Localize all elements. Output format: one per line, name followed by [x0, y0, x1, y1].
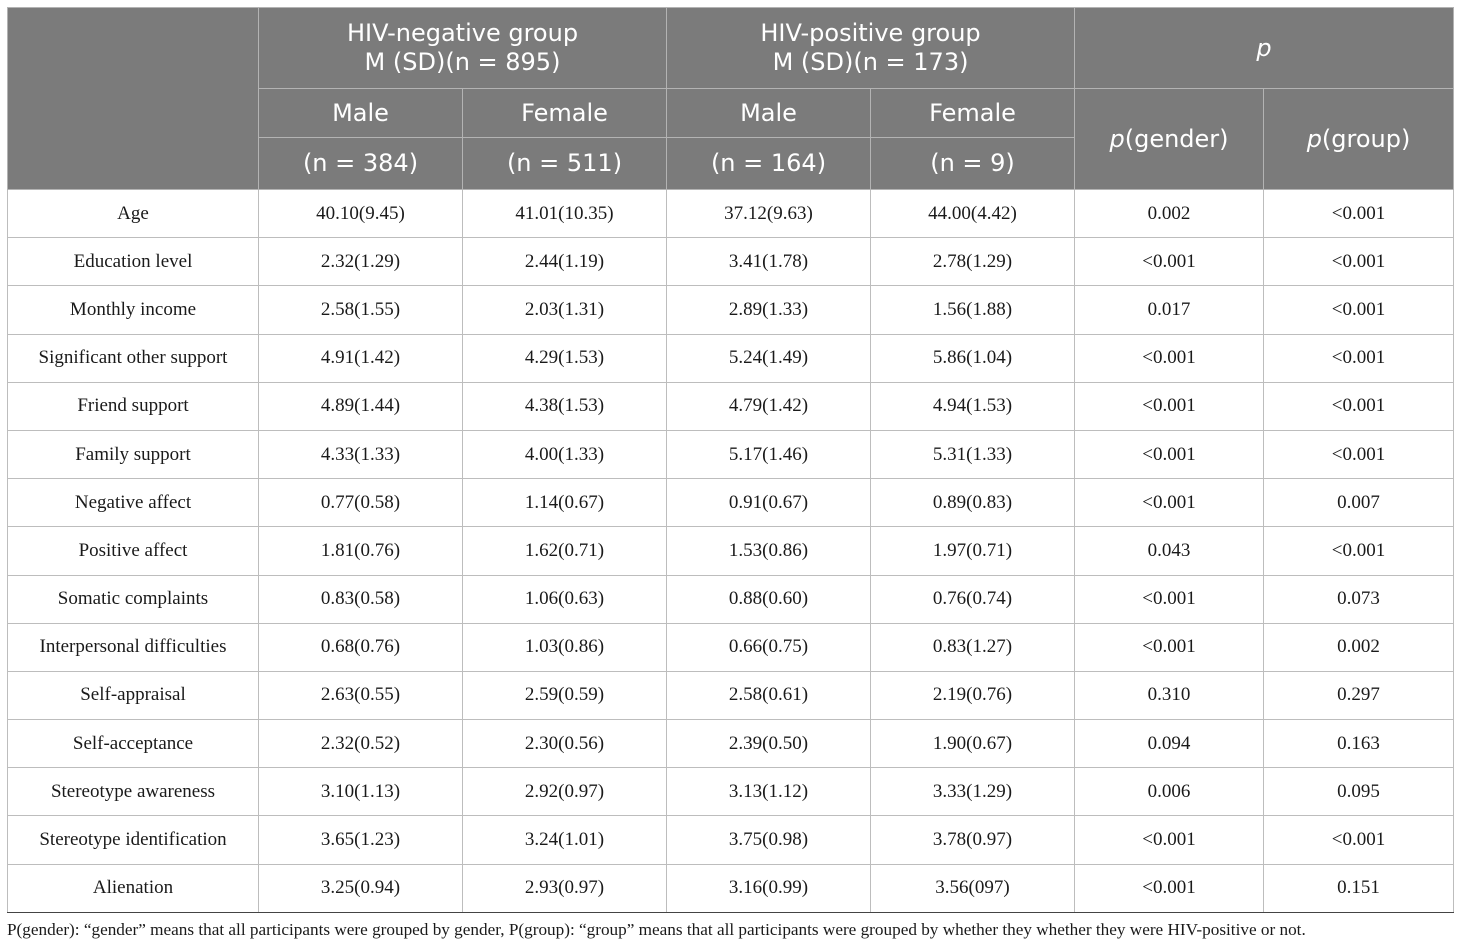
cell-neg-female: 1.62(0.71): [463, 527, 667, 575]
cell-pos-male: 2.39(0.50): [667, 720, 871, 768]
hiv-positive-subtitle: M (SD)(n = 173): [772, 48, 969, 76]
cell-p-group: 0.151: [1264, 864, 1454, 912]
cell-pos-female: 0.76(0.74): [871, 575, 1075, 623]
cell-p-group: <0.001: [1264, 527, 1454, 575]
cell-p-gender: <0.001: [1075, 816, 1264, 864]
cell-pos-male: 5.17(1.46): [667, 430, 871, 478]
cell-neg-female: 4.29(1.53): [463, 334, 667, 382]
cell-p-group: 0.007: [1264, 479, 1454, 527]
cell-p-group: <0.001: [1264, 238, 1454, 286]
table-row: [8, 334, 1454, 382]
table-row: [8, 623, 1454, 671]
header-corner-cell: [8, 8, 259, 190]
table-row: [8, 286, 1454, 334]
row-label-cell: Interpersonal difficulties: [8, 623, 259, 671]
table-row: [8, 479, 1454, 527]
cell-p-gender: <0.001: [1075, 382, 1264, 430]
cell-pos-female: 5.86(1.04): [871, 334, 1075, 382]
row-label-cell: Education level: [8, 238, 259, 286]
header-pos-female: Female: [871, 89, 1075, 138]
table-row: [8, 671, 1454, 719]
header-neg-male: Male: [259, 89, 463, 138]
cell-pos-male: 0.91(0.67): [667, 479, 871, 527]
row-label-cell: Significant other support: [8, 334, 259, 382]
cell-p-gender: 0.002: [1075, 190, 1264, 238]
cell-neg-female: 2.30(0.56): [463, 720, 667, 768]
cell-pos-female: 0.89(0.83): [871, 479, 1075, 527]
cell-neg-female: 4.00(1.33): [463, 430, 667, 478]
cell-p-group: 0.297: [1264, 671, 1454, 719]
data-table: [7, 7, 1454, 913]
cell-pos-female: 3.33(1.29): [871, 768, 1075, 816]
row-label-cell: Positive affect: [8, 527, 259, 575]
header-p-values: [1075, 8, 1454, 89]
cell-neg-male: 1.81(0.76): [259, 527, 463, 575]
cell-pos-female: 3.78(0.97): [871, 816, 1075, 864]
cell-neg-female: 2.59(0.59): [463, 671, 667, 719]
cell-neg-female: 2.03(1.31): [463, 286, 667, 334]
cell-pos-male: 4.79(1.42): [667, 382, 871, 430]
cell-neg-male: 2.32(1.29): [259, 238, 463, 286]
header-hiv-negative-group: [259, 8, 667, 89]
cell-p-group: 0.002: [1264, 623, 1454, 671]
cell-p-group: 0.095: [1264, 768, 1454, 816]
p-group-italic: p: [1306, 124, 1322, 153]
cell-pos-male: 5.24(1.49): [667, 334, 871, 382]
cell-p-gender: <0.001: [1075, 623, 1264, 671]
cell-neg-female: 2.93(0.97): [463, 864, 667, 912]
hiv-negative-title: HIV-negative group: [346, 19, 579, 47]
cell-neg-male: 0.77(0.58): [259, 479, 463, 527]
cell-p-gender: <0.001: [1075, 575, 1264, 623]
cell-neg-male: 3.25(0.94): [259, 864, 463, 912]
cell-pos-female: 5.31(1.33): [871, 430, 1075, 478]
cell-pos-female: 4.94(1.53): [871, 382, 1075, 430]
row-label-cell: Monthly income: [8, 286, 259, 334]
cell-neg-male: 3.10(1.13): [259, 768, 463, 816]
hiv-negative-subtitle: M (SD)(n = 895): [364, 48, 561, 76]
row-label-cell: Somatic complaints: [8, 575, 259, 623]
cell-p-group: <0.001: [1264, 190, 1454, 238]
cell-neg-male: 4.33(1.33): [259, 430, 463, 478]
cell-neg-male: 4.91(1.42): [259, 334, 463, 382]
table-body: [8, 190, 1454, 913]
cell-p-group: <0.001: [1264, 382, 1454, 430]
cell-pos-female: 1.97(0.71): [871, 527, 1075, 575]
row-label-cell: Age: [8, 190, 259, 238]
cell-pos-female: 44.00(4.42): [871, 190, 1075, 238]
cell-pos-male: 2.58(0.61): [667, 671, 871, 719]
table-row: [8, 575, 1454, 623]
cell-neg-male: 3.65(1.23): [259, 816, 463, 864]
table-header: [8, 8, 1454, 190]
cell-p-gender: <0.001: [1075, 479, 1264, 527]
cell-p-gender: 0.043: [1075, 527, 1264, 575]
cell-p-group: 0.073: [1264, 575, 1454, 623]
hiv-positive-title: HIV-positive group: [760, 19, 981, 47]
cell-p-gender: <0.001: [1075, 334, 1264, 382]
cell-neg-male: 0.68(0.76): [259, 623, 463, 671]
header-pos-male: Male: [667, 89, 871, 138]
cell-neg-male: 2.32(0.52): [259, 720, 463, 768]
cell-p-group: <0.001: [1264, 816, 1454, 864]
cell-p-gender: <0.001: [1075, 864, 1264, 912]
cell-pos-male: 3.16(0.99): [667, 864, 871, 912]
p-group-label: (group): [1321, 124, 1411, 153]
cell-neg-male: 2.63(0.55): [259, 671, 463, 719]
table-row: [8, 238, 1454, 286]
cell-neg-male: 40.10(9.45): [259, 190, 463, 238]
cell-neg-female: 2.92(0.97): [463, 768, 667, 816]
table-row: [8, 190, 1454, 238]
table-row: [8, 430, 1454, 478]
table-row: [8, 527, 1454, 575]
cell-pos-female: 2.78(1.29): [871, 238, 1075, 286]
row-label-cell: Negative affect: [8, 479, 259, 527]
cell-p-gender: 0.017: [1075, 286, 1264, 334]
cell-pos-female: 1.90(0.67): [871, 720, 1075, 768]
cell-p-gender: <0.001: [1075, 238, 1264, 286]
header-neg-female: Female: [463, 89, 667, 138]
row-label-cell: Stereotype identification: [8, 816, 259, 864]
cell-pos-male: 2.89(1.33): [667, 286, 871, 334]
cell-p-gender: <0.001: [1075, 430, 1264, 478]
header-p-gender: [1075, 89, 1264, 190]
p-title: p: [1256, 33, 1272, 62]
cell-pos-female: 1.56(1.88): [871, 286, 1075, 334]
data-table-container: [7, 7, 1453, 913]
cell-p-group: <0.001: [1264, 334, 1454, 382]
row-label-cell: Alienation: [8, 864, 259, 912]
table-row: [8, 382, 1454, 430]
header-neg-male-n: (n = 384): [259, 138, 463, 190]
cell-neg-female: 1.14(0.67): [463, 479, 667, 527]
cell-pos-male: 1.53(0.86): [667, 527, 871, 575]
table-row: [8, 768, 1454, 816]
table-footnote: P(gender): “gender” means that all participants were grouped by gender, P(group): “group” means that all participants were grouped by whether they whether they were HIV-positive or not.: [7, 920, 1306, 939]
table-row: [8, 720, 1454, 768]
header-p-group: [1264, 89, 1454, 190]
cell-pos-male: 0.66(0.75): [667, 623, 871, 671]
cell-p-group: <0.001: [1264, 286, 1454, 334]
p-gender-italic: p: [1109, 124, 1125, 153]
cell-pos-male: 37.12(9.63): [667, 190, 871, 238]
cell-neg-male: 4.89(1.44): [259, 382, 463, 430]
cell-pos-female: 3.56(097): [871, 864, 1075, 912]
cell-p-group: 0.163: [1264, 720, 1454, 768]
row-label-cell: Family support: [8, 430, 259, 478]
cell-neg-male: 0.83(0.58): [259, 575, 463, 623]
row-label-cell: Friend support: [8, 382, 259, 430]
cell-neg-male: 2.58(1.55): [259, 286, 463, 334]
header-hiv-positive-group: [667, 8, 1075, 89]
p-gender-label: (gender): [1124, 124, 1229, 153]
header-neg-female-n: (n = 511): [463, 138, 667, 190]
cell-pos-male: 0.88(0.60): [667, 575, 871, 623]
row-label-cell: Stereotype awareness: [8, 768, 259, 816]
cell-p-group: <0.001: [1264, 430, 1454, 478]
cell-pos-female: 0.83(1.27): [871, 623, 1075, 671]
cell-p-gender: 0.310: [1075, 671, 1264, 719]
cell-neg-female: 2.44(1.19): [463, 238, 667, 286]
header-pos-male-n: (n = 164): [667, 138, 871, 190]
row-label-cell: Self-acceptance: [8, 720, 259, 768]
cell-p-gender: 0.094: [1075, 720, 1264, 768]
cell-p-gender: 0.006: [1075, 768, 1264, 816]
cell-neg-female: 1.03(0.86): [463, 623, 667, 671]
cell-pos-male: 3.13(1.12): [667, 768, 871, 816]
header-pos-female-n: (n = 9): [871, 138, 1075, 190]
cell-pos-female: 2.19(0.76): [871, 671, 1075, 719]
cell-neg-female: 1.06(0.63): [463, 575, 667, 623]
cell-pos-male: 3.41(1.78): [667, 238, 871, 286]
table-row: [8, 864, 1454, 912]
row-label-cell: Self-appraisal: [8, 671, 259, 719]
cell-pos-male: 3.75(0.98): [667, 816, 871, 864]
cell-neg-female: 4.38(1.53): [463, 382, 667, 430]
cell-neg-female: 41.01(10.35): [463, 190, 667, 238]
table-row: [8, 816, 1454, 864]
header-row-groups: [8, 8, 1454, 89]
cell-neg-female: 3.24(1.01): [463, 816, 667, 864]
